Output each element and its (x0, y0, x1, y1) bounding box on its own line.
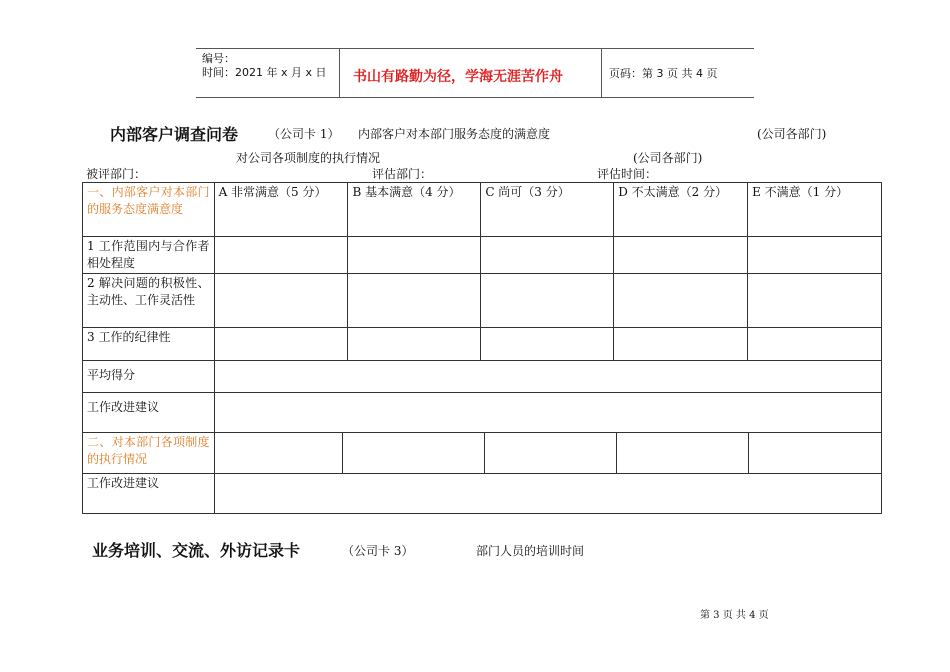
document-number-label: 编号： (202, 52, 235, 65)
table-row (83, 328, 882, 361)
rating-header-c: C 尚可（3 分） (481, 183, 614, 237)
item-label: 3 工作的纪律性 (83, 328, 215, 361)
card1-subtitle2: 对公司各项制度的执行情况 (236, 151, 381, 165)
document-time: 时间：2021 年 x 月 x 日 (202, 66, 327, 79)
rating-cell[interactable] (481, 274, 614, 328)
section2-cell[interactable] (749, 433, 881, 473)
rating-cell[interactable] (614, 274, 748, 328)
section2-cell-group (215, 433, 881, 473)
header-divider (601, 49, 602, 97)
evaluated-dept-label: 被评部门： (86, 167, 147, 181)
survey-table (82, 182, 882, 514)
suggestion-row (83, 393, 882, 433)
table-header-row (83, 183, 882, 237)
card1-subtitle: 内部客户对本部门服务态度的满意度 (358, 127, 551, 141)
rating-cell[interactable] (214, 274, 348, 328)
rating-header-b: B 基本满意（4 分） (348, 183, 481, 237)
suggestion-cell[interactable] (214, 393, 881, 433)
suggestion2-label: 工作改进建议 (83, 474, 215, 514)
section2-cells (214, 433, 881, 474)
item-label: 1 工作范围内与合作者相处程度 (83, 237, 215, 274)
rating-header-e: E 不满意（1 分） (748, 183, 882, 237)
rating-header-d: D 不太满意（2 分） (614, 183, 748, 237)
evaluating-dept-label: 评估部门： (372, 167, 433, 181)
rating-cell[interactable] (348, 274, 481, 328)
document-header (196, 48, 754, 98)
table-row (83, 237, 882, 274)
evaluation-time-label: 评估时间： (597, 167, 658, 181)
average-cell[interactable] (214, 361, 881, 393)
average-label: 平均得分 (83, 361, 215, 393)
suggestion2-row (83, 474, 882, 514)
rating-cell[interactable] (748, 328, 882, 361)
section2-cell[interactable] (485, 433, 617, 473)
page-code: 页码：第 3 页 共 4 页 (609, 67, 718, 80)
suggestion2-cell[interactable] (214, 474, 881, 514)
rating-cell[interactable] (614, 328, 748, 361)
rating-cell[interactable] (214, 237, 348, 274)
section2-header: 二、对本部门各项制度的执行情况 (83, 433, 215, 474)
header-divider (339, 49, 340, 97)
section2-cell[interactable] (215, 433, 343, 473)
rating-cell[interactable] (481, 328, 614, 361)
rating-cell[interactable] (748, 237, 882, 274)
motto: 书山有路勤为径，学海无涯苦作舟 (353, 69, 563, 85)
suggestion-label: 工作改进建议 (83, 393, 215, 433)
rating-cell[interactable] (348, 328, 481, 361)
card1-scope: (公司各部门) (757, 127, 827, 141)
average-row (83, 361, 882, 393)
card1-card-no: （公司卡 1） (268, 127, 340, 141)
rating-cell[interactable] (214, 328, 348, 361)
rating-header-a: A 非常满意（5 分） (214, 183, 348, 237)
section1-header: 一、内部客户对本部门的服务态度满意度 (83, 183, 215, 237)
rating-cell[interactable] (481, 237, 614, 274)
item-label: 2 解决问题的积极性、主动性、工作灵活性 (83, 274, 215, 328)
card1-scope2: (公司各部门) (633, 151, 703, 165)
card3-card-no: （公司卡 3） (342, 544, 414, 558)
section2-cell[interactable] (617, 433, 749, 473)
card3-title: 业务培训、交流、外访记录卡 (92, 541, 301, 560)
section2-row (83, 433, 882, 474)
rating-cell[interactable] (614, 237, 748, 274)
card3-subtitle: 部门人员的培训时间 (476, 544, 585, 558)
card1-title: 内部客户调查问卷 (110, 125, 239, 144)
rating-cell[interactable] (348, 237, 481, 274)
section2-cell[interactable] (343, 433, 485, 473)
page-footer: 第 3 页 共 4 页 (700, 610, 769, 621)
table-row (83, 274, 882, 328)
rating-cell[interactable] (748, 274, 882, 328)
